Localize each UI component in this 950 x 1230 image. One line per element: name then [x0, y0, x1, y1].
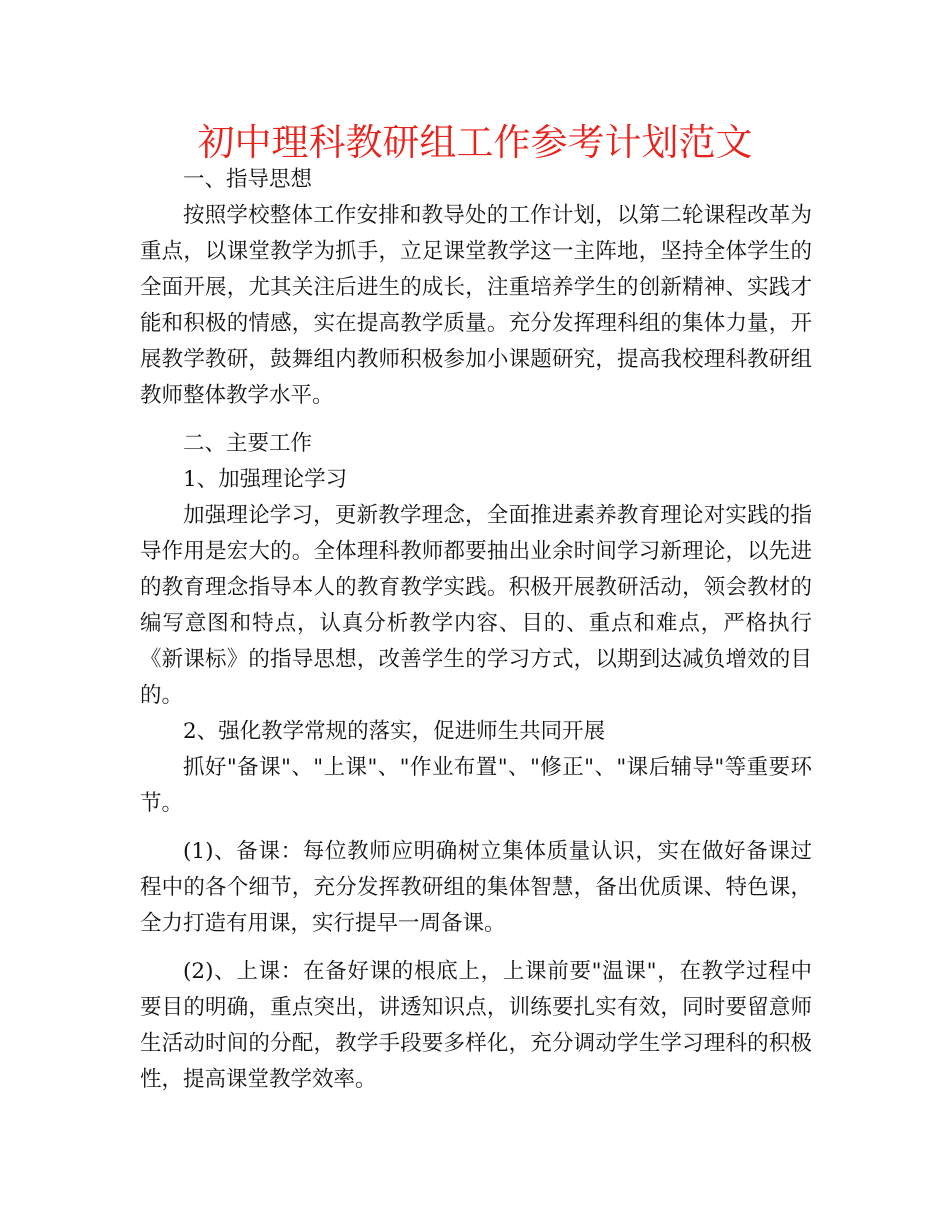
paragraph-class-teaching: (2)、上课：在备好课的根底上，上课前要"温课"，在教学过程中要目的明确，重点突出，讲透知识点，训练要扎实有效，同时要留意师生活动时间的分配，教学手段要多样化，充分调动学生学习理科的积极性，提高课堂教学效率。	[140, 959, 812, 1092]
section-heading-guiding-thought: 一、指导思想	[183, 167, 313, 192]
document-title: 初中理科教研组工作参考计划范文	[197, 121, 753, 164]
paragraph-lesson-preparation: (1)、备课：每位教师应明确树立集体质量认识，实在做好备课过程中的各个细节，充分发挥教研组的集体智慧，备出优质课、特色课，全力打造有用课，实行提早一周备课。	[140, 839, 812, 936]
paragraph-guiding-thought: 按照学校整体工作安排和教导处的工作计划，以第二轮课程改革为重点，以课堂教学为抓手，立足课堂教学这一主阵地，坚持全体学生的全面开展，尤其关注后进生的成长，注重培养学生的创新精神、实践才能和积极的情感，实在提高教学质量。充分发挥理科组的集体力量，开展教学教研，鼓舞组内教师积极参加小课题研究，提高我校理科教研组教师整体教学水平。	[140, 203, 812, 408]
paragraph-theory-study: 加强理论学习，更新教学理念，全面推进素养教育理论对实践的指导作用是宏大的。全体理科教师都要抽出业余时间学习新理论，以先进的教育理念指导本人的教育教学实践。积极开展教研活动，领会教材的编写意图和特点，认真分析教学内容、目的、重点和难点，严格执行《新课标》的指导思想，改善学生的学习方式，以期到达减负增效的目的。	[140, 503, 812, 708]
section-heading-main-work: 二、主要工作	[183, 431, 313, 456]
paragraph-key-links: 抓好"备课"、"上课"、"作业布置"、"修正"、"课后辅导"等重要环节。	[140, 755, 812, 816]
subheading-theory-study: 1、加强理论学习	[183, 467, 348, 492]
subheading-teaching-routine: 2、强化教学常规的落实，促进师生共同开展	[183, 719, 606, 744]
document-body	[140, 162, 812, 1098]
